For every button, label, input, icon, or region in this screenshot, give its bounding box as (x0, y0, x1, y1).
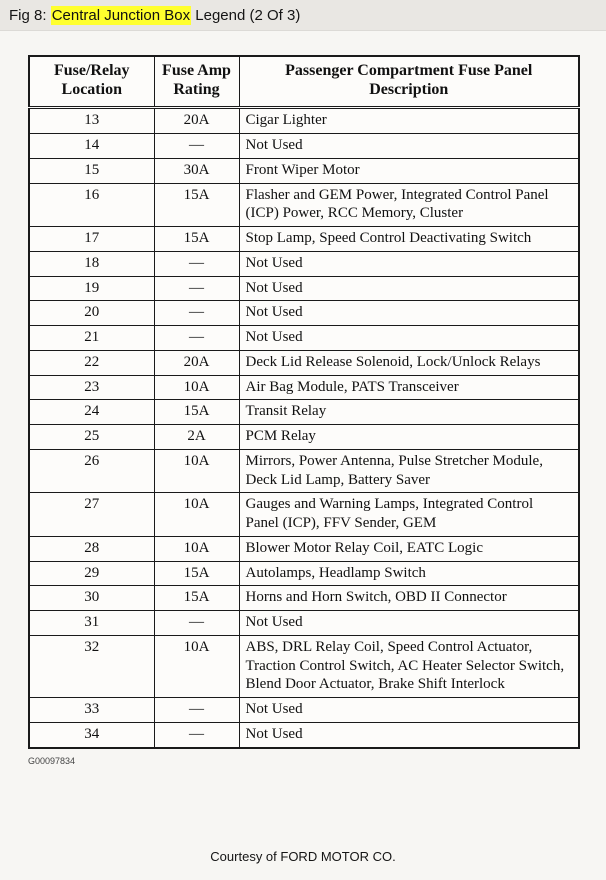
fuse-location-cell: 18 (29, 251, 154, 276)
amp-rating-cell: — (154, 301, 239, 326)
table-header-row (29, 56, 579, 108)
description-cell: Not Used (239, 251, 579, 276)
amp-rating-cell: 20A (154, 108, 239, 134)
amp-rating-cell: 10A (154, 375, 239, 400)
amp-rating-cell: 15A (154, 227, 239, 252)
table-row (29, 158, 579, 183)
figure-title-bar (0, 0, 606, 31)
amp-rating-cell: 20A (154, 350, 239, 375)
amp-rating-cell: 15A (154, 586, 239, 611)
figure-title-suffix: Legend (2 Of 3) (191, 7, 301, 24)
amp-rating-cell: — (154, 251, 239, 276)
header-fuse-amp-rating: Fuse Amp Rating (154, 56, 239, 108)
amp-rating-cell: — (154, 611, 239, 636)
fuse-location-cell: 14 (29, 134, 154, 159)
amp-rating-cell: 10A (154, 493, 239, 537)
description-cell: PCM Relay (239, 425, 579, 450)
fuse-location-cell: 32 (29, 635, 154, 697)
table-row (29, 301, 579, 326)
table-row (29, 635, 579, 697)
description-cell: Not Used (239, 276, 579, 301)
fuse-legend-table (28, 55, 580, 749)
description-cell: Front Wiper Motor (239, 158, 579, 183)
table-row (29, 134, 579, 159)
table-row (29, 375, 579, 400)
description-cell: Cigar Lighter (239, 108, 579, 134)
table-row (29, 251, 579, 276)
fuse-location-cell: 19 (29, 276, 154, 301)
table-row (29, 561, 579, 586)
fuse-location-cell: 13 (29, 108, 154, 134)
amp-rating-cell: — (154, 276, 239, 301)
header-fuse-relay-location: Fuse/Relay Location (29, 56, 154, 108)
table-row (29, 722, 579, 747)
courtesy-line: Courtesy of FORD MOTOR CO. (210, 849, 396, 864)
figure-content (0, 31, 606, 849)
amp-rating-cell: 15A (154, 400, 239, 425)
table-row (29, 586, 579, 611)
table-row (29, 227, 579, 252)
amp-rating-cell: 15A (154, 183, 239, 227)
description-cell: Horns and Horn Switch, OBD II Connector (239, 586, 579, 611)
fuse-location-cell: 29 (29, 561, 154, 586)
fuse-location-cell: 24 (29, 400, 154, 425)
fuse-location-cell: 23 (29, 375, 154, 400)
table-row (29, 350, 579, 375)
description-cell: Not Used (239, 301, 579, 326)
table-row (29, 425, 579, 450)
fuse-location-cell: 28 (29, 536, 154, 561)
amp-rating-cell: — (154, 326, 239, 351)
figure-code: G00097834 (28, 755, 76, 766)
fuse-location-cell: 25 (29, 425, 154, 450)
fuse-location-cell: 30 (29, 586, 154, 611)
fuse-location-cell: 16 (29, 183, 154, 227)
header-panel-description: Passenger Compartment Fuse Panel Description (239, 56, 579, 108)
fuse-location-cell: 20 (29, 301, 154, 326)
fuse-location-cell: 22 (29, 350, 154, 375)
amp-rating-cell: — (154, 698, 239, 723)
description-cell: Flasher and GEM Power, Integrated Control Panel (ICP) Power, RCC Memory, Cluster (239, 183, 579, 227)
description-cell: Not Used (239, 326, 579, 351)
fuse-location-cell: 27 (29, 493, 154, 537)
table-row (29, 326, 579, 351)
fuse-table-body (29, 108, 579, 748)
table-row (29, 276, 579, 301)
description-cell: Gauges and Warning Lamps, Integrated Control Panel (ICP), FFV Sender, GEM (239, 493, 579, 537)
description-cell: ABS, DRL Relay Coil, Speed Control Actuator, Traction Control Switch, AC Heater Selector Switch, Blend Door Actuator, Brake Shift Interlock (239, 635, 579, 697)
table-row (29, 449, 579, 493)
description-cell: Not Used (239, 611, 579, 636)
table-row (29, 183, 579, 227)
description-cell: Mirrors, Power Antenna, Pulse Stretcher Module, Deck Lid Lamp, Battery Saver (239, 449, 579, 493)
description-cell: Transit Relay (239, 400, 579, 425)
description-cell: Air Bag Module, PATS Transceiver (239, 375, 579, 400)
table-row (29, 536, 579, 561)
table-row (29, 493, 579, 537)
fuse-location-cell: 31 (29, 611, 154, 636)
description-cell: Not Used (239, 698, 579, 723)
description-cell: Autolamps, Headlamp Switch (239, 561, 579, 586)
fuse-location-cell: 21 (29, 326, 154, 351)
table-row (29, 611, 579, 636)
table-row (29, 108, 579, 134)
table-row (29, 400, 579, 425)
figure-title-highlight: Central Junction Box (51, 7, 191, 24)
description-cell: Blower Motor Relay Coil, EATC Logic (239, 536, 579, 561)
amp-rating-cell: 10A (154, 536, 239, 561)
table-row (29, 698, 579, 723)
amp-rating-cell: 2A (154, 425, 239, 450)
figure-title-prefix: Fig 8: (9, 7, 51, 24)
fuse-location-cell: 17 (29, 227, 154, 252)
description-cell: Not Used (239, 722, 579, 747)
amp-rating-cell: 10A (154, 635, 239, 697)
amp-rating-cell: 10A (154, 449, 239, 493)
amp-rating-cell: 15A (154, 561, 239, 586)
description-cell: Stop Lamp, Speed Control Deactivating Switch (239, 227, 579, 252)
fuse-location-cell: 15 (29, 158, 154, 183)
fuse-location-cell: 34 (29, 722, 154, 747)
fuse-location-cell: 26 (29, 449, 154, 493)
description-cell: Not Used (239, 134, 579, 159)
fuse-location-cell: 33 (29, 698, 154, 723)
figure-title (9, 6, 300, 25)
amp-rating-cell: — (154, 134, 239, 159)
amp-rating-cell: 30A (154, 158, 239, 183)
amp-rating-cell: — (154, 722, 239, 747)
description-cell: Deck Lid Release Solenoid, Lock/Unlock Relays (239, 350, 579, 375)
